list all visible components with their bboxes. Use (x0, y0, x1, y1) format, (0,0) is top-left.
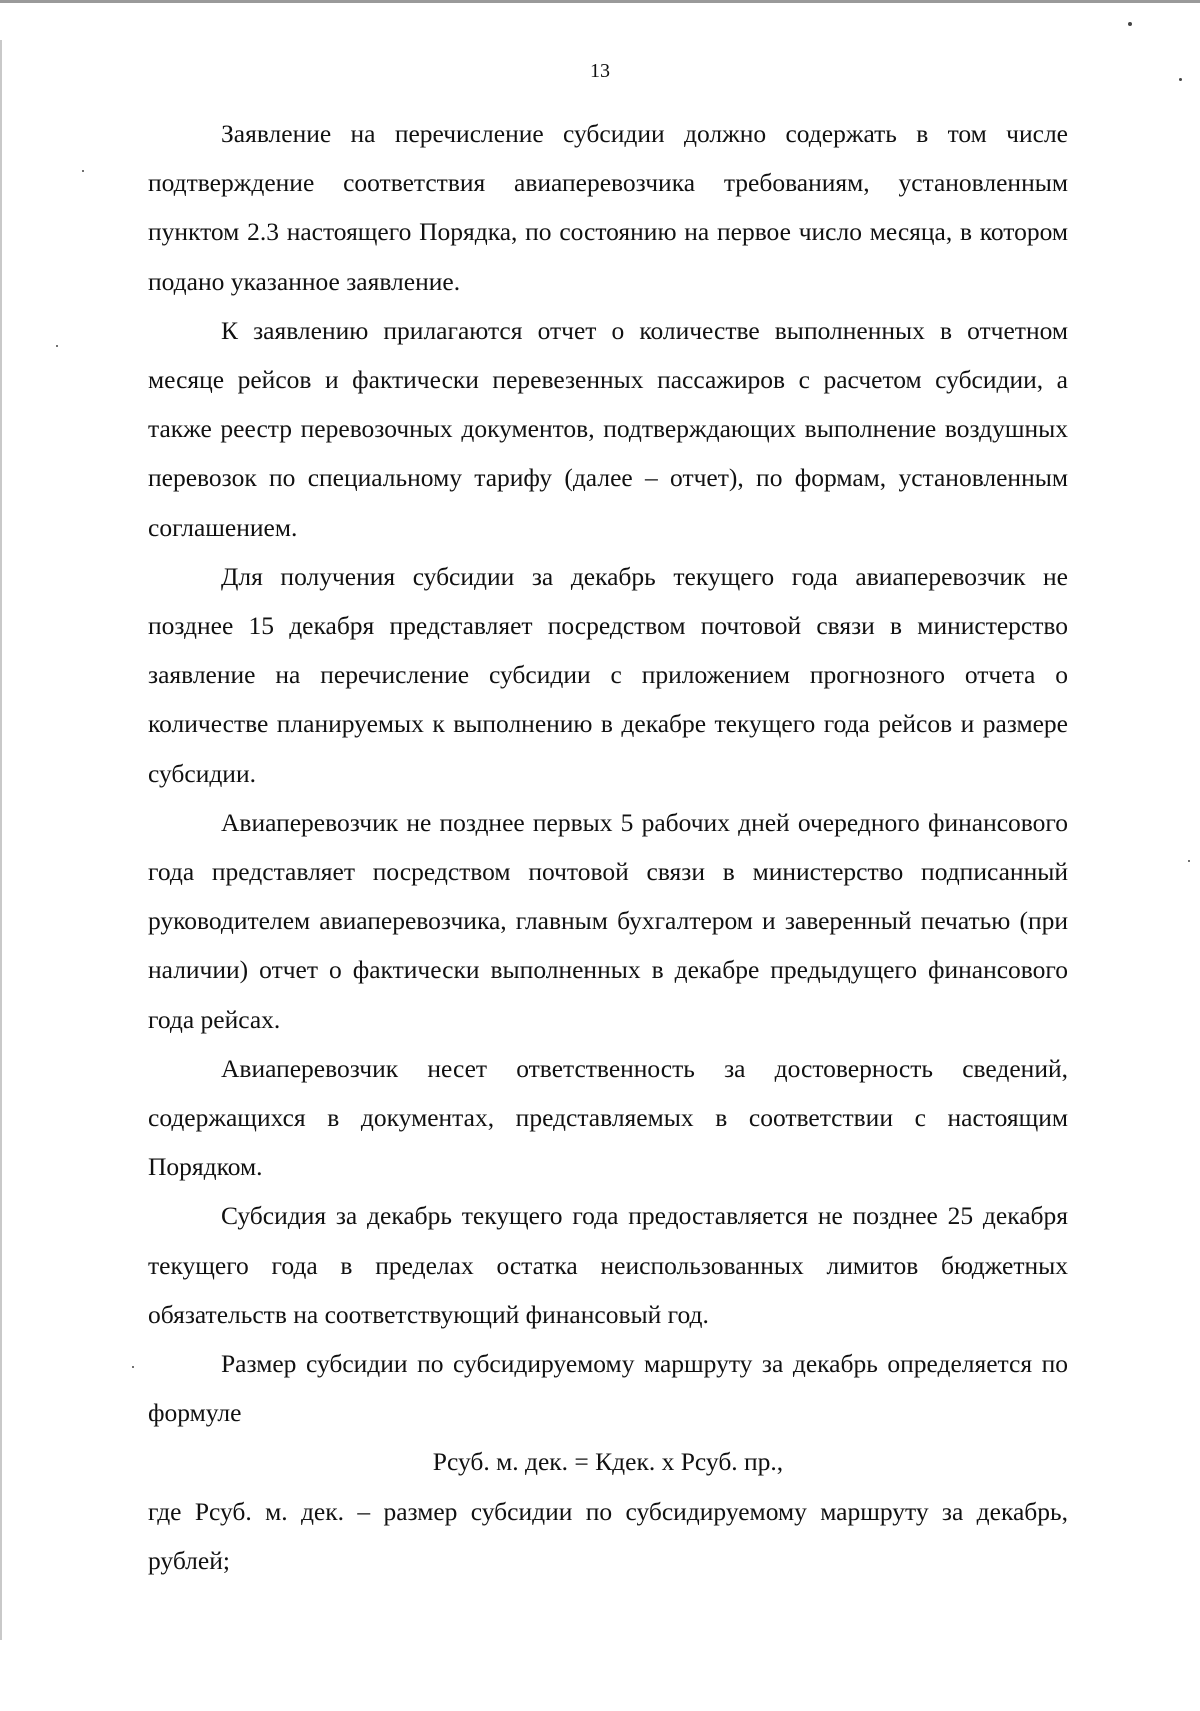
scan-left-edge (0, 40, 2, 1640)
paragraph: Для получения субсидии за декабрь текущего года авиаперевозчик не позднее 15 декабря представляет посредством почтовой связи в министерство заявление на перечисление субсидии с приложением прогнозного отчета о количестве планируемых к выполнению в декабре текущего года рейсов и размере субсидии. (148, 561, 1068, 788)
scan-speck (132, 1366, 134, 1368)
paragraph: Размер субсидии по субсидируемому маршруту за декабрь определяется по формуле (148, 1349, 1068, 1428)
page-number: 13 (590, 60, 610, 82)
scan-speck (1188, 860, 1190, 862)
paragraph: Заявление на перечисление субсидии должно содержать в том числе подтверждение соответствия авиаперевозчика требованиям, установленным пунктом 2.3 настоящего Порядка, по состоянию на первое число месяца, в котором подано указанное заявление. (148, 119, 1068, 296)
paragraph: Авиаперевозчик не позднее первых 5 рабочих дней очередного финансового года представляет посредством почтовой связи в министерство подписанный руководителем авиаперевозчика, главным бухгалтером и заверенный печатью (при наличии) отчет о фактически выполненных в декабре предыдущего финансового года рейсах. (148, 807, 1068, 1034)
paragraph: Субсидия за декабрь текущего года предоставляется не позднее 25 декабря текущего года в пределах остатка неиспользованных лимитов бюджетных обязательств на соответствующий финансовый год. (148, 1201, 1068, 1329)
formula: Рсуб. м. дек. = Кдек. х Рсуб. пр., (432, 1447, 784, 1477)
formula-definition: где Рсуб. м. дек. – размер субсидии по субсидируемому маршруту за декабрь, рублей; (148, 1496, 1068, 1575)
document-body (148, 109, 1068, 1585)
paragraph: Авиаперевозчик несет ответственность за достоверность сведений, содержащихся в документах, представляемых в соответствии с настоящим Порядком. (148, 1053, 1068, 1182)
paragraph: К заявлению прилагаются отчет о количестве выполненных в отчетном месяце рейсов и фактически перевезенных пассажиров с расчетом субсидии, а также реестр перевозочных документов, подтверждающих выполнение воздушных перевозок по специальному тарифу (далее – отчет), по формам, установленным соглашением. (148, 315, 1068, 542)
scan-speck (56, 345, 58, 347)
scan-speck (1128, 22, 1132, 26)
scan-speck (82, 170, 84, 172)
scan-top-edge (0, 0, 1200, 3)
